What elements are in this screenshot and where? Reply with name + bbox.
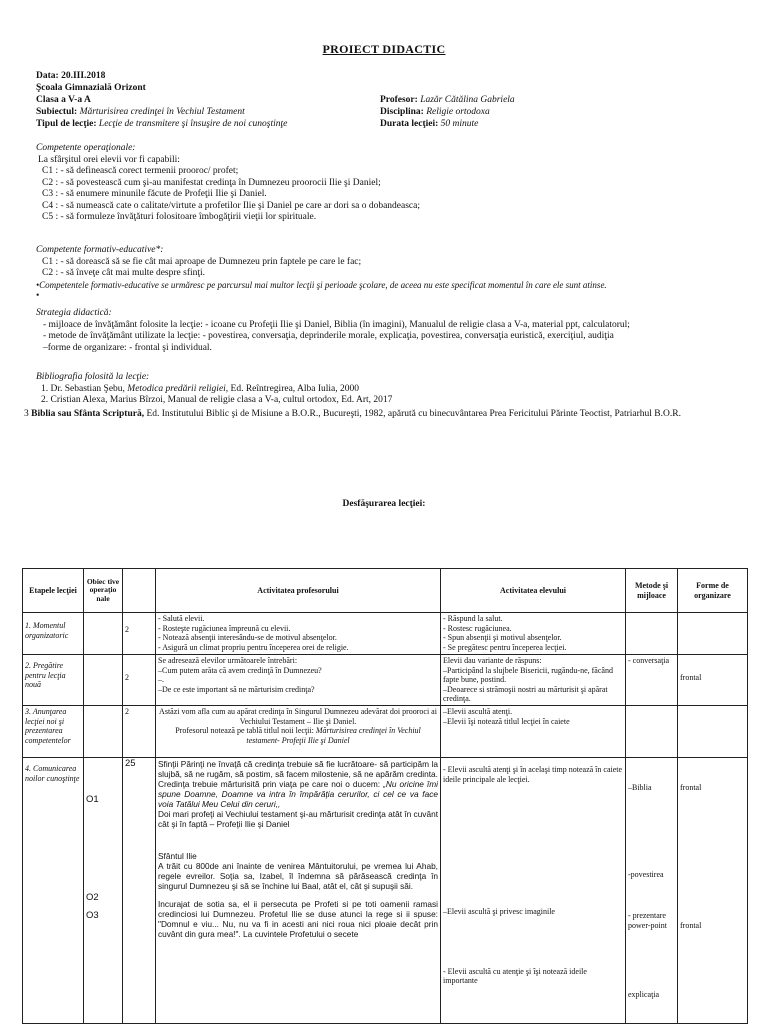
methods-cell: - conversaţia bbox=[626, 655, 678, 706]
strategy-item: - metode de învăţământ utilizate la lecţie: - povestirea, conversaţia, deprinderile morale, explicaţia, povestirea, conversaţia euristică, exerciţiul, audiţia bbox=[43, 331, 614, 341]
formative-note: •Competentele formativ-educative se urmăresc pe parcursul mai multor lecţii şi perioade şcolare, de aceea nu este specificat momentul în care ele sunt atinse. bbox=[36, 279, 607, 290]
students-cell: –Elevii ascultă atenţi. –Elevii îşi notează titlul lecţiei în caiete bbox=[441, 706, 626, 758]
duration-label: Durata lecţiei: bbox=[380, 119, 439, 129]
bibliography-item: 1. Dr. Sebastian Şebu, Metodica predării religiei, Ed. Reîntregirea, Alba Iulia, 2000 bbox=[41, 383, 360, 394]
bullet: • bbox=[36, 291, 40, 301]
students-cell: Elevii dau variante de răspuns: –Participând la slujbele Bisericii, rugăndu-ne, făcând fapte bune, postind. –Deoarece si strămoşii nostri au mărturisit şi apărat credinţa. bbox=[441, 655, 626, 706]
header-forms: Forme de organizare bbox=[678, 569, 748, 613]
operational-item: C4 : - să numească cate o calitate/virtute a profetilor Ilie şi Daniel pe care ar dori sa o dobandeasca; bbox=[42, 200, 420, 211]
operational-item: C3 : - să enumere minunile făcute de Profeţii Ilie şi Daniel. bbox=[42, 189, 267, 199]
header-time bbox=[123, 569, 156, 613]
bibliography-title: Bibliografia folosită la lecţie: bbox=[36, 372, 150, 382]
forms-cell: frontal bbox=[678, 655, 748, 706]
methods-cell: –Biblia -povestirea - prezentare power-point explicaţia bbox=[626, 758, 678, 1024]
strategy-item: - mijloace de învăţământ folosite la lecţie: - icoane cu Profeţii Ilie şi Daniel, Biblia (în imagini), Manualul de religie clasa a V-a, material ppt, calculatorul; bbox=[43, 319, 630, 330]
page-title: PROIECT DIDACTIC bbox=[322, 42, 446, 56]
students-cell: - Elevii ascultă atenţi şi în acelaşi timp notează în caiete ideile principale ale lecţiei. –Elevii ascultă şi privesc imaginile - Elevii ascultă cu atenţie şi îşi notează ideile importante bbox=[441, 758, 626, 1024]
methods-cell bbox=[626, 706, 678, 758]
objectives-cell bbox=[84, 613, 123, 655]
duration-value: 50 minute bbox=[440, 119, 479, 129]
table-row bbox=[23, 758, 748, 1024]
discipline-value: Religie ortodoxa bbox=[426, 107, 490, 117]
teacher-cell: Astăzi vom afla cum au apărat credinţa în Singurul Dumnezeu adevărat doi prooroci ai Vechiului Testament – Ilie şi Daniel. Profesorul notează pe tablă titlul noii lecţii: Mărturisirea credinţei în Vechiul testament- Profeţii Ilie şi Daniel bbox=[156, 706, 441, 758]
students-cell: - Răspund la salut. - Rostesc rugăciunea. - Spun absenţii şi motivul absenţelor. - Se pregătesc pentru începerea lecţiei. bbox=[441, 613, 626, 655]
operational-item: C2 : - să povestească cum şi-au manifestat credinţa în Dumnezeu proorocii Ilie şi Daniel; bbox=[42, 177, 381, 188]
class-name: Clasa a V-a A bbox=[36, 95, 91, 105]
operational-title: Competente operaţionale: bbox=[36, 143, 136, 153]
teacher-cell: Se adresează elevilor următoarele întrebări: –Cum putem arăta că avem credinţă în Dumnezeu? –. –De ce este important să ne mărturisim credinţa? bbox=[156, 655, 441, 706]
didactic-strategy bbox=[36, 308, 741, 354]
operational-competences bbox=[36, 143, 741, 224]
professor-label: Profesor: bbox=[380, 95, 418, 105]
time-cell: 25 bbox=[123, 758, 156, 1024]
professor-name: Lazăr Cătălina Gabriela bbox=[420, 95, 515, 105]
objectives-cell bbox=[84, 758, 123, 1024]
header-teacher: Activitatea profesorului bbox=[156, 569, 441, 613]
teacher-cell: Sfinţii Părinţi ne învaţă că credinţa trebuie să fie lucrătoare- să participăm la slujbă, să ne rugăm, să postim, să facem milostenie, să ne apărăm credinta. Credinţa trebuie mărturisită prin viaţa pe care noi o ducem: „Nu oricine îmi spune Doamne, Doamne va intra în împărăţia cerurilor, ci cel ce va face voia Tatălui Meu Celui din ceruri,, Doi mari profeţi ai Vechiului testament şi-au mărturisit credinţa atât în cuvânt cât şi în faptă – Profeţii Ilie şi Daniel Sfântul Ilie A trăit cu 800de ani înainte de venirea Mântuitorului, pe vremea lui Ahab, regele evreilor. Soţia sa, Izabel, îl îndemna să părăsească credinţa în singurul Dumnezeu şi să se închine lui Baal, atât el, cât şi supuşii săi. Incurajat de sotia sa, el ii persecuta pe Profeti si pe toti oamenii ramasi credinciosi lui Dumnezeu. Profetul Ilie se duse atunci la rege si ii spuse: "Domnul e viu... Nu, nu va fi in acesti ani nici roua nici ploaie decât prin cuvânt din gura mea!". La cuvintele Profetului o secete bbox=[156, 758, 441, 1024]
operational-intro: La sfârşitul orei elevii vor fi capabili: bbox=[38, 154, 180, 165]
objective-o2: O2 bbox=[86, 892, 99, 903]
school-name: Şcoala Gimnazială Orizont bbox=[36, 83, 146, 93]
table-row bbox=[23, 655, 748, 706]
forms-cell bbox=[678, 706, 748, 758]
bibliography-item: 2. Cristian Alexa, Marius Bîrzoi, Manual de religie clasa a V-a, cultul ortodox, Ed. Art, 2017 bbox=[41, 395, 393, 405]
header-objectives: Obiec tive operaţio nale bbox=[84, 569, 123, 613]
stage-cell: 4. Comunicarea noilor cunoştinţe bbox=[23, 758, 84, 1024]
formative-title: Competente formativ-educative*: bbox=[36, 245, 164, 255]
time-cell: 2 bbox=[123, 706, 156, 758]
subject-value: Mărturisirea credinţei în Vechiul Testament bbox=[79, 107, 245, 117]
formative-item: C2 : - să înveţe cât mai multe despre sfinţi. bbox=[42, 268, 206, 278]
table-row bbox=[23, 613, 748, 655]
strategy-title: Strategia didactică: bbox=[36, 308, 112, 318]
stage-cell: 1. Momentul organizatoric bbox=[23, 613, 84, 655]
subject-label: Subiectul: bbox=[36, 107, 78, 117]
lesson-type-label: Tipul de lecţie: bbox=[36, 119, 97, 129]
formative-competences bbox=[36, 245, 741, 303]
strategy-item: –forme de organizare: - frontal şi individual. bbox=[43, 342, 212, 353]
lesson-table bbox=[22, 568, 748, 1024]
discipline-label: Disciplina: bbox=[380, 107, 424, 117]
stage-cell: 2. Pregătire pentru lecţia nouă bbox=[23, 655, 84, 706]
table-row bbox=[23, 706, 748, 758]
objective-o3: O3 bbox=[86, 910, 99, 921]
objectives-cell bbox=[84, 655, 123, 706]
operational-item: C5 : - să formuleze învăţături folositoare îmbogăţirii vieţii lor spirituale. bbox=[42, 212, 317, 222]
stage-cell: 3. Anunţarea lecţiei noi şi prezentarea competentelor bbox=[23, 706, 84, 758]
formative-item: C1 : - să dorească să se fie cât mai aproape de Dumnezeu prin faptele pe care le fac; bbox=[42, 256, 362, 267]
teacher-cell: - Salută elevii. - Rosteşte rugăciunea împreună cu elevii. - Notează absenţii interesându-se de motivul absenţelor. - Asigură un climat propriu pentru începerea orei de religie. bbox=[156, 613, 441, 655]
lesson-flow-title: Desfăşurarea lecţiei: bbox=[342, 499, 426, 509]
bibliography bbox=[36, 372, 741, 407]
objective-o1: O1 bbox=[86, 794, 99, 805]
header-stage: Etapele lecţiei bbox=[23, 569, 84, 613]
header-methods: Metode şi mijloace bbox=[626, 569, 678, 613]
forms-cell bbox=[678, 613, 748, 655]
methods-cell bbox=[626, 613, 678, 655]
operational-item: C1 : - să definească corect termenii prooroc/ profet; bbox=[42, 166, 239, 176]
date: Data: 20.III.2018 bbox=[36, 71, 106, 81]
header-students: Activitatea elevului bbox=[441, 569, 626, 613]
time-cell: 2 bbox=[123, 655, 156, 706]
header-block bbox=[36, 70, 736, 130]
time-cell: 2 bbox=[123, 613, 156, 655]
bibliography-item: 3 Biblia sau Sfânta Scriptură, Ed. Institutului Biblic şi de Misiune a B.O.R., Bucureşti, 1982, apărută cu binecuvântarea Prea Fericitului Părinte Teoctist, Patriarhul B.O.R. bbox=[24, 409, 681, 419]
table-header-row bbox=[23, 569, 748, 613]
lesson-type-value: Lecţie de transmitere şi însuşire de noi cunoştinţe bbox=[98, 119, 288, 129]
objectives-cell bbox=[84, 706, 123, 758]
forms-cell: frontal frontal bbox=[678, 758, 748, 1024]
